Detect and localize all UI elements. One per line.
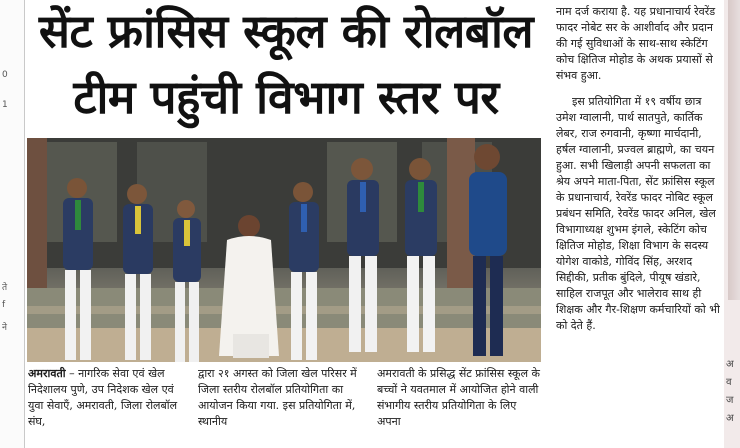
adjacent-fragment: 0: [2, 70, 8, 80]
adjacent-column-strip-left: [0, 0, 25, 448]
article-paragraph-1: नाम दर्ज कराया है. यह प्रधानाचार्य रेवरेंड फादर नोबेट सर के आशीर्वाद और प्रदान की गई सुविधाओं के साथ-साथ स्केटिंग कोच क्षितिज मोहोड के अथक प्रयासों से संभव हुआ.: [556, 5, 716, 82]
headline-line-2: टीम पहुंची विभाग स्तर पर: [73, 70, 499, 124]
article-column-1: [28, 366, 188, 430]
team-group-photo: [27, 138, 541, 362]
dateline: अमरावती: [28, 367, 66, 380]
adjacent-fragment: ने: [2, 323, 7, 333]
adjacent-fragment: f: [2, 300, 6, 310]
article-column-4: [556, 4, 724, 444]
dateline-dash: –: [65, 367, 79, 380]
adjacent-fragment: अ: [726, 413, 734, 424]
team-photo-illustration: [27, 138, 541, 362]
headline-line-1: सेंट फ्रांसिस स्कूल की रोलबॉल: [38, 4, 534, 58]
article-column-3: [377, 366, 543, 430]
article-text: अमरावती के प्रसिद्ध सेंट फ्रांसिस स्कूल के बच्चों ने यवतमाल में आयोजित होने वाली संभागीय स्तरीय प्रतियोगिता के लिए अपना: [377, 367, 540, 428]
adjacent-fragment: ते: [2, 283, 8, 293]
article-paragraph-2: इस प्रतियोगिता में १९ वर्षीय छात्र उमेश ग्वालानी, पार्थ सातपुते, कार्तिक लेबर, राज रुगवानी, कृष्णा मार्चदानी, हर्षल ग्वालानी, प्रज्वल ब्राह्मणे, का चयन हुआ. सभी खिलाड़ी अपनी सफलता का श्रेय अपने माता-पिता, सेंट फ्रांसिस स्कूल के प्रधानाचार्य, रेवरेंड फादर नोबिट स्कूल प्रबंधन समिति, रेवरेंड फादर अनिल, खेल विभागाध्यक्ष शुभम इंगले, स्केटिंग कोच क्षितिज मोहोड, शिक्षा विभाग के सदस्य योगेश वाकोडे, गोविंद सिंह, अरशद सिद्दीकी, प्रतीक बुंदिले, पीयूष खंडारे, साहिल राजपूत और भालेराव साथ ही शिक्षक और गैर-शिक्षण कर्मचारियों को भी को देते हैं.: [556, 95, 720, 332]
article-text: नागरिक सेवा एवं खेल निदेशालय पुणे, उप निदेशक खेल एवं युवा सेवाएँ, अमरावती, जिला रोलबॉल संघ,: [28, 367, 178, 428]
adjacent-photo-fragment: [728, 0, 740, 300]
adjacent-fragment: ज: [726, 395, 734, 406]
adjacent-fragment: 1: [2, 100, 8, 110]
adjacent-fragment: अ: [726, 359, 734, 370]
adjacent-fragment: व: [726, 377, 732, 388]
article-text: द्वारा २१ अगस्त को जिला खेल परिसर में जिला स्तरीय रोलबॉल प्रतियोगिता का आयोजन किया गया. इस प्रतियोगिता में, स्थानीय: [198, 367, 357, 428]
adjacent-column-strip-right: [724, 0, 740, 448]
article-column-2: [198, 366, 370, 430]
